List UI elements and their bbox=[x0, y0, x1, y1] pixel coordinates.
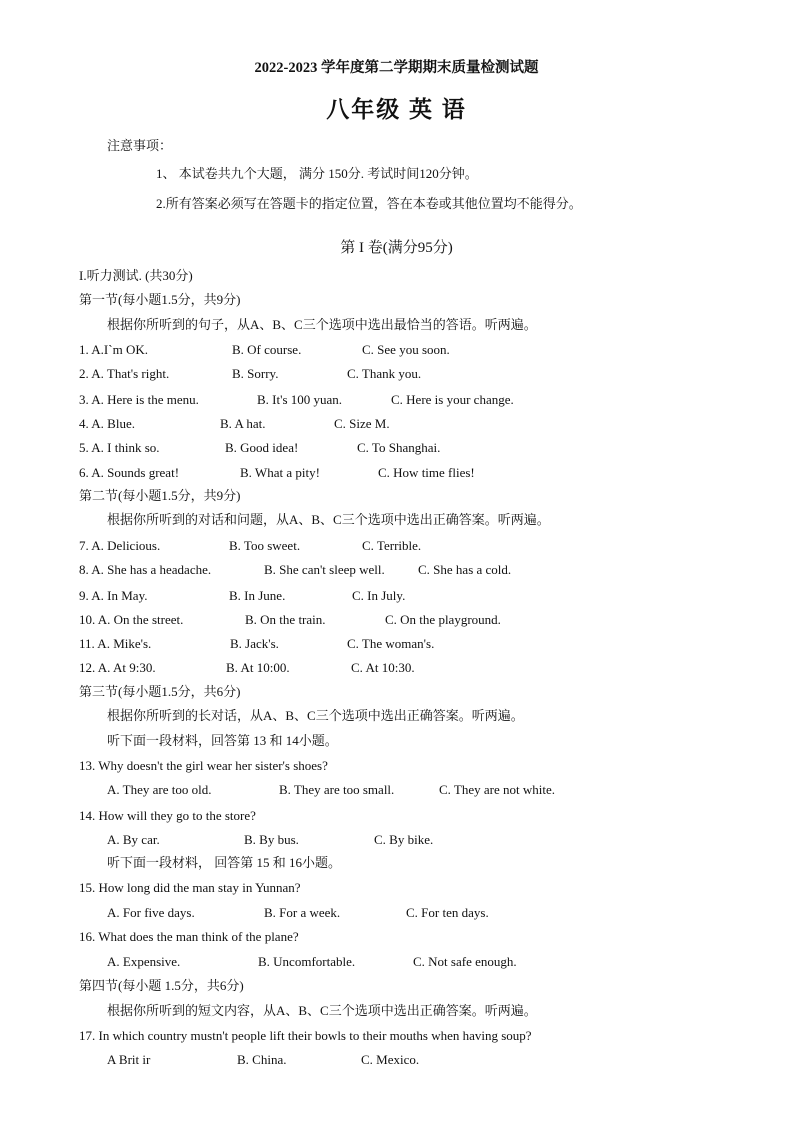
q1-option-b: B. Of course. bbox=[232, 342, 302, 357]
volume-title: 第 I 卷(满分95分) bbox=[340, 240, 453, 256]
q15-option-c: C. For ten days. bbox=[406, 905, 489, 920]
q16-stem: 16. What does the man think of the plane? bbox=[79, 929, 299, 944]
q16-option-a: A. Expensive. bbox=[107, 954, 181, 969]
q11-option-c: C. The woman's. bbox=[347, 636, 435, 651]
q15-option-a: A. For five days. bbox=[107, 905, 195, 920]
q14-option-c: C. By bike. bbox=[374, 832, 434, 847]
section-2-instruction: 根据你所听到的对话和问题，从A、B、C三个选项中选出正确答案。听两遍。 bbox=[107, 512, 550, 527]
q2-option-b: B. Sorry. bbox=[232, 366, 279, 381]
q3-option-a: 3. A. Here is the menu. bbox=[79, 392, 199, 407]
q14-stem: 14. How will they go to the store? bbox=[79, 808, 256, 823]
q5-option-a: 5. A. I think so. bbox=[79, 440, 160, 455]
q10-option-c: C. On the playground. bbox=[385, 612, 501, 627]
q17-option-b: B. China. bbox=[237, 1052, 287, 1067]
q13-option-b: B. They are too small. bbox=[279, 782, 395, 797]
q13-option-a: A. They are too old. bbox=[107, 782, 212, 797]
q14-option-b: B. By bus. bbox=[244, 832, 299, 847]
q4-option-c: C. Size M. bbox=[334, 416, 390, 431]
q8-option-c: C. She has a cold. bbox=[418, 562, 512, 577]
q1-option-c: C. See you soon. bbox=[362, 342, 450, 357]
notice-item-2: 2.所有答案必须写在答题卡的指定位置，答在本卷或其他位置均不能得分。 bbox=[156, 196, 582, 211]
q7-option-a: 7. A. Delicious. bbox=[79, 538, 161, 553]
q6-option-b: B. What a pity! bbox=[240, 465, 320, 480]
listening-title: I.听力测试. (共30分) bbox=[79, 268, 193, 283]
q7-option-c: C. Terrible. bbox=[362, 538, 422, 553]
q6-option-c: C. How time flies! bbox=[378, 465, 475, 480]
q14-option-a: A. By car. bbox=[107, 832, 160, 847]
q2-option-a: 2. A. That's right. bbox=[79, 366, 170, 381]
section-3-material-1: 听下面一段材料，回答第 13 和 14小题。 bbox=[107, 733, 338, 748]
q9-option-c: C. In July. bbox=[352, 588, 406, 603]
q9-option-a: 9. A. In May. bbox=[79, 588, 148, 603]
q5-option-c: C. To Shanghai. bbox=[357, 440, 441, 455]
section-3-material-2: 听下面一段材料， 回答第 15 和 16小题。 bbox=[107, 855, 342, 870]
section-3-instruction: 根据你所听到的长对话，从A、B、C三个选项中选出正确答案。听两遍。 bbox=[107, 708, 524, 723]
q11-option-b: B. Jack's. bbox=[230, 636, 279, 651]
q11-option-a: 11. A. Mike's. bbox=[79, 636, 152, 651]
q6-option-a: 6. A. Sounds great! bbox=[79, 465, 180, 480]
q17-stem: 17. In which country mustn't people lift their bowls to their mouths when having soup? bbox=[79, 1028, 532, 1043]
q15-stem: 15. How long did the man stay in Yunnan? bbox=[79, 880, 301, 895]
section-3-title: 第三节(每小题1.5分，共6分) bbox=[79, 684, 241, 699]
q16-option-c: C. Not safe enough. bbox=[413, 954, 517, 969]
q17-option-c: C. Mexico. bbox=[361, 1052, 420, 1067]
q10-option-a: 10. A. On the street. bbox=[79, 612, 184, 627]
section-2-title: 第二节(每小题1.5分，共9分) bbox=[79, 488, 241, 503]
q13-option-c: C. They are not white. bbox=[439, 782, 556, 797]
q17-option-a: A Brit ir bbox=[107, 1052, 151, 1067]
q2-option-c: C. Thank you. bbox=[347, 366, 422, 381]
q1-option-a: 1. A.I`m OK. bbox=[79, 342, 148, 357]
notice-label: 注意事项： bbox=[107, 138, 173, 153]
q12-option-b: B. At 10:00. bbox=[226, 660, 290, 675]
section-1-instruction: 根据你所听到的句子，从A、B、C三个选项中选出最恰当的答语。听两遍。 bbox=[107, 317, 537, 332]
q8-option-b: B. She can't sleep well. bbox=[264, 562, 385, 577]
section-4-title: 第四节(每小题 1.5分，共6分) bbox=[79, 978, 244, 993]
exam-title: 2022-2023 学年度第二学期期末质量检测试题 bbox=[254, 60, 539, 76]
q8-option-a: 8. A. She has a headache. bbox=[79, 562, 212, 577]
q9-option-b: B. In June. bbox=[229, 588, 286, 603]
q13-stem: 13. Why doesn't the girl wear her sister's shoes? bbox=[79, 758, 328, 773]
q4-option-a: 4. A. Blue. bbox=[79, 416, 135, 431]
q4-option-b: B. A hat. bbox=[220, 416, 266, 431]
notice-item-1: 1、 本试卷共九个大题， 满分 150分. 考试时间120分钟。 bbox=[156, 166, 478, 181]
q12-option-c: C. At 10:30. bbox=[351, 660, 415, 675]
q5-option-b: B. Good idea! bbox=[225, 440, 299, 455]
q3-option-c: C. Here is your change. bbox=[391, 392, 514, 407]
q3-option-b: B. It's 100 yuan. bbox=[257, 392, 343, 407]
q10-option-b: B. On the train. bbox=[245, 612, 326, 627]
q16-option-b: B. Uncomfortable. bbox=[258, 954, 356, 969]
q7-option-b: B. Too sweet. bbox=[229, 538, 301, 553]
q12-option-a: 12. A. At 9:30. bbox=[79, 660, 156, 675]
section-1-title: 第一节(每小题1.5分，共9分) bbox=[79, 292, 241, 307]
section-4-instruction: 根据你所听到的短文内容，从A、B、C三个选项中选出正确答案。听两遍。 bbox=[107, 1003, 537, 1018]
q15-option-b: B. For a week. bbox=[264, 905, 341, 920]
exam-subtitle: 八年级 英 语 bbox=[326, 97, 467, 122]
